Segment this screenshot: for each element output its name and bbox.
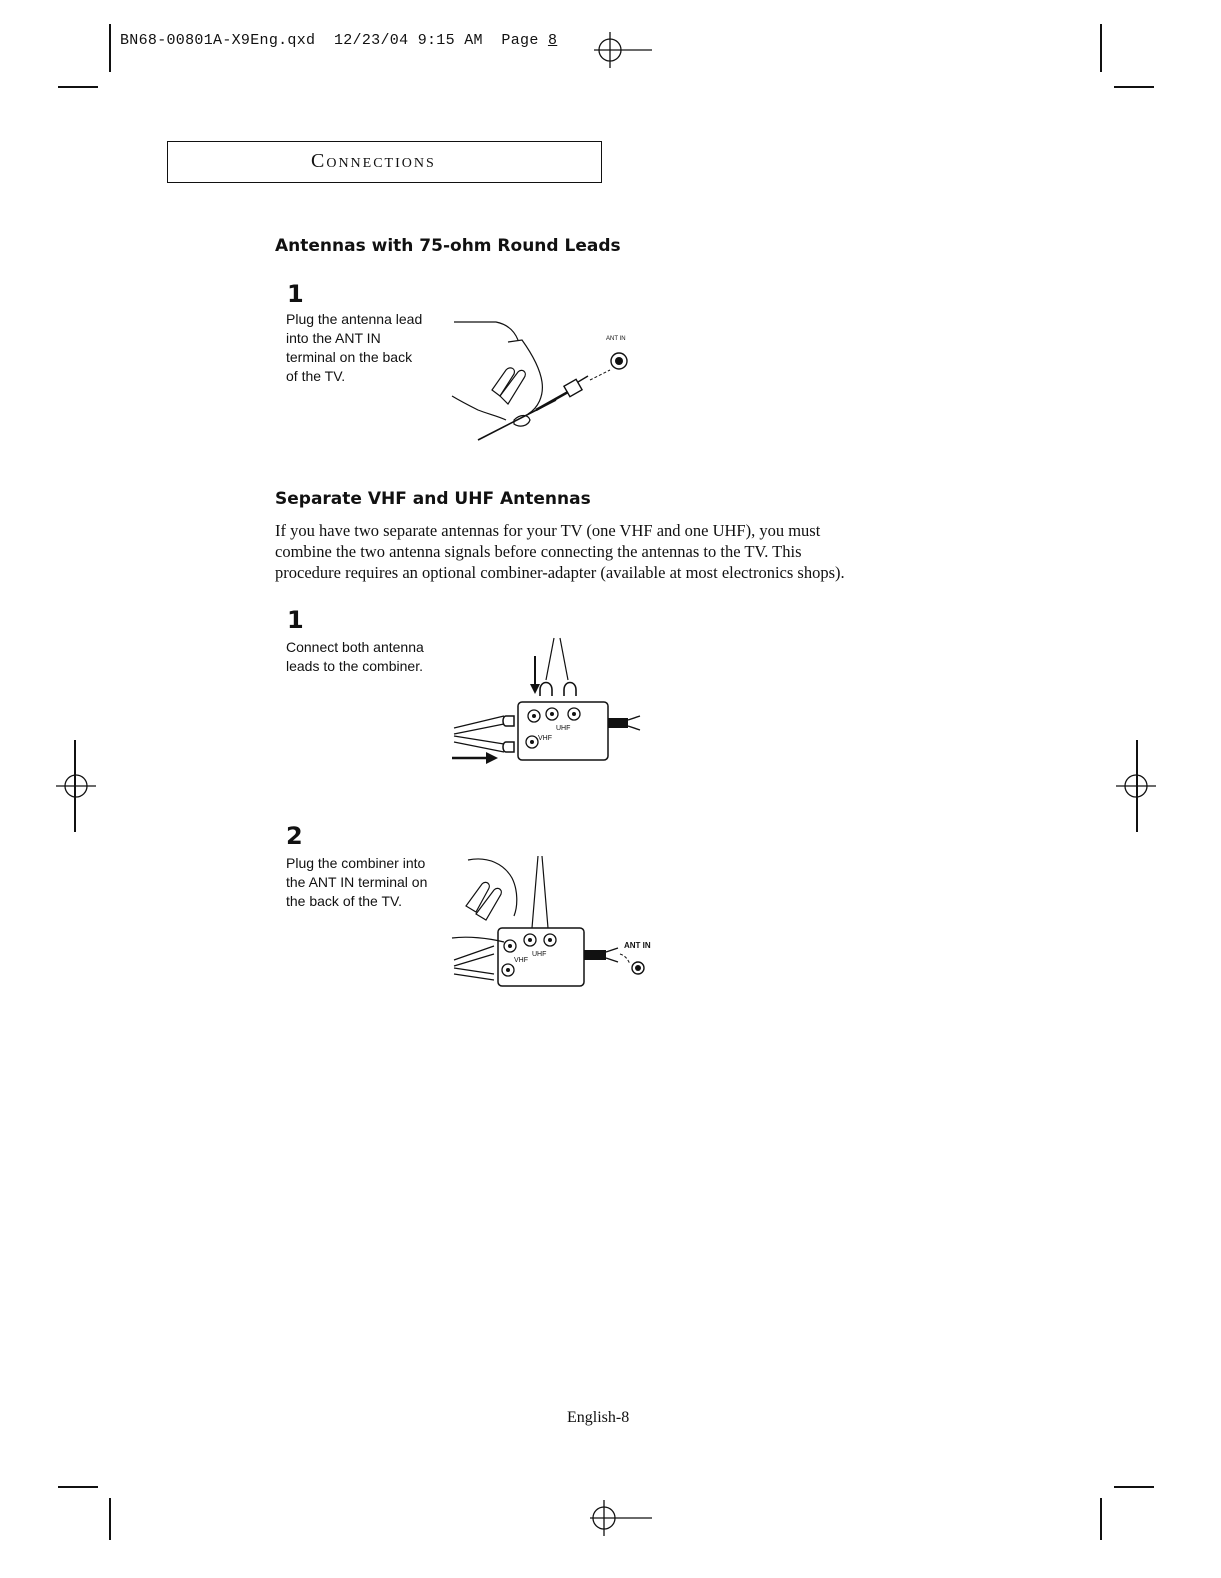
crop-mark [109,1498,111,1540]
vhf-label: VHF [538,735,552,742]
registration-mark-right-icon [1114,764,1158,808]
step-number: 1 [287,280,304,308]
crop-mark [1100,1498,1102,1540]
step-instruction [286,854,427,911]
registration-mark-bottom-icon [586,1498,656,1538]
registration-mark-left-icon [54,764,98,808]
slug-time: 9:15 AM [417,32,483,49]
heading-75ohm-leads: Antennas with 75-ohm Round Leads [275,236,621,256]
crop-mark [109,24,111,72]
slug-page-number: 8 [547,32,558,49]
step-line: Connect both antenna [286,639,424,655]
paragraph-line: If you have two separate antennas for your TV (one VHF and one UHF), you must [275,521,821,540]
combiner-intro-paragraph [275,520,965,583]
slug-page-label: Page [501,32,539,49]
step-line: Plug the combiner into [286,855,426,871]
paragraph-line: procedure requires an optional combiner-adapter (available at most electronics shops). [275,563,845,582]
vhf-label: VHF [514,957,528,964]
combiner-to-tv-illustration [448,850,668,995]
uhf-label: UHF [556,725,571,732]
step-number: 2 [286,822,303,850]
step-line: the ANT IN terminal on [286,874,428,890]
step-line: Plug the antenna lead [286,311,423,327]
step-instruction [286,310,422,386]
ant-in-label: ANT IN [606,336,626,342]
print-slug [120,32,557,49]
paragraph-line: combine the two antenna signals before connecting the antennas to the TV. This [275,542,802,561]
slug-date: 12/23/04 [333,32,409,49]
step-line: the back of the TV. [286,893,402,909]
registration-mark-top-icon [586,30,656,70]
crop-mark [58,86,98,88]
crop-mark [58,1486,98,1488]
step-line: terminal on the back [286,349,413,365]
heading-separate-vhf-uhf: Separate VHF and UHF Antennas [275,489,591,509]
step-line: into the ANT IN [286,330,381,346]
step-line: of the TV. [286,368,346,384]
ant-in-label: ANT IN [624,941,651,950]
crop-mark [1114,1486,1154,1488]
slug-file: BN68-00801A-X9Eng.qxd [120,32,316,49]
uhf-label: UHF [532,951,547,958]
antenna-lead-illustration [448,310,648,445]
page-number: English-8 [567,1409,630,1426]
crop-mark [1114,86,1154,88]
step-number: 1 [287,606,304,634]
section-title: Connections [311,150,436,172]
combiner-connect-illustration [448,632,653,772]
step-line: leads to the combiner. [286,658,423,674]
crop-mark [1100,24,1102,72]
step-instruction [286,638,424,676]
